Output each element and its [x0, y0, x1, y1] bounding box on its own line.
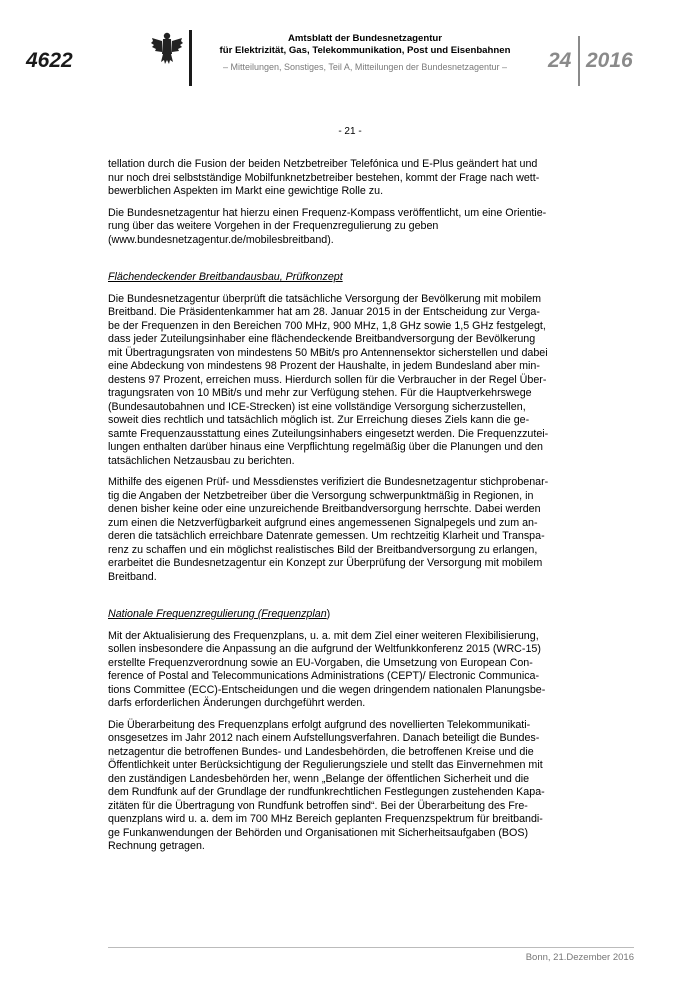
issue-number: 24: [548, 49, 572, 72]
paragraph: Die Überarbeitung des Frequenzplans erfolgt aufgrund des novellierten Telekommunikati- onsgesetzes im Jahr 2012 nach einem Aufstellungsverfahren. Danach beteiligt die Bundes- netzagentur die betroffenen Bundes- und Landesbehörden, die betroffenen Kreise und die Öffentlichkeit unter Berücksichtigung der Regulierungsziele und stellt das Einvernehmen mit den zuständigen Landesbehörden her, wenn „Belange der öffentlichen Sicherheit und die dem Rundfunk auf der Grundlage der rundfunkrechtlichen Festlegungen zustehenden Kapa- zitäten für die Übertragung von Rundfunk betroffen sind“. Bei der Überarbeitung des Fre- quenzplans wird u. a. dem im 700 MHz Bereich geplanten Frequenzspektrum für breitbandi- ge Funkanwendungen der Behörden und Organisationen mit Sicherheitsaufgaben (BOS) Rechnung getragen.: [108, 718, 545, 852]
issue-year: 2016: [586, 49, 633, 72]
section-heading: [108, 608, 616, 622]
gazette-subtitle: – Mitteilungen, Sonstiges, Teil A, Mitteilungen der Bundesnetzagentur –: [222, 62, 507, 72]
footer-place-date: Bonn, 21.Dezember 2016: [525, 952, 634, 963]
paragraph: Die Bundesnetzagentur überprüft die tatsächliche Versorgung der Bevölkerung mit mobilem Breitband. Die Präsidentenkammer hat am 28. Januar 2015 in der Entscheidung zur Verga- be der Frequenzen in den Bereichen 700 MHz, 900 MHz, 1,8 GHz sowie 1,5 GHz festgelegt, dass jeder Zuteilungsinhaber eine flächendeckende Breitbandversorgung der Bevölkerung mit Übertragungsraten von mindestens 50 MBit/s pro Antennensektor sicherstellen und dabei eine Abdeckung von mindestens 98 Prozent der Haushalte, in jedem Bundesland aber min- destens 97 Prozent, erreichen muss. Hierdurch sollen für die Verbraucher in der Regel Über- tragungsraten von 10 MBit/s und mehr zur Verfügung stehen. Für die Hauptverkehrswege (Bundesautobahnen und ICE-Strecken) ist eine vollständige Versorgung sicherzustellen, soweit dies rechtlich und tatsächlich möglich ist. Zur Erreichung dieses Ziels kann die ge- samte Frequenzausstattung eines Zuteilungsinhabers eingesetzt werden. Die Frequenzzutei- lungen enthalten darüber hinaus eine Verpflichtung regelmäßig über die Planungen und den tatsächlichen Netzausbau zu berichten.: [108, 292, 549, 467]
footer-divider: [108, 947, 634, 948]
gazette-title-line1: Amtsblatt der Bundesnetzagentur: [287, 33, 443, 44]
page-number: 4622: [26, 49, 73, 72]
section-heading: Flächendeckender Breitbandausbau, Prüfkonzept: [108, 271, 343, 283]
paragraph: tellation durch die Fusion der beiden Netzbetreiber Telefónica und E-Plus geändert hat und nur noch drei selbstständige Mobilfunknetzbetreiber bestehen, kommt der Frage nach wett- bewerblichen Aspekten im Markt eine gewichtige Rolle zu.: [108, 158, 540, 197]
paragraph: Mithilfe des eigenen Prüf- und Messdienstes verifiziert die Bundesnetzagentur stichprobenar- tig die Angaben der Netzbetreiber über die Versorgung schwerpunktmäßig in Regionen, in denen bisher keine oder eine unzureichende Breitbandversorgung herrschte. Dabei werden zum einen die Netzverfügbarkeit aufgrund eines angemessenen Signalpegels und zum an- deren die tatsächlich erreichbare Datenrate gemessen. Um rechtzeitig Klarheit und Transpa- renz zu schaffen und ein möglichst realistisches Bild der Breitbandversorgung zu erlangen, erarbeitet die Bundesnetzagentur ein Konzept zur Überprüfung der Versorgung mit mobilem Breitband.: [108, 476, 549, 583]
page-marker: - 21 -: [338, 126, 362, 137]
header-divider: [189, 30, 192, 86]
document-body: [108, 158, 616, 862]
gazette-title-line2: für Elektrizität, Gas, Telekommunikation, Post und Eisenbahnen: [219, 45, 511, 56]
section-heading-suffix: ): [326, 608, 331, 620]
paragraph: Die Bundesnetzagentur hat hierzu einen Frequenz-Kompass veröffentlicht, um eine Orientie- rung über das weitere Vorgehen in der Frequenzregulierung zu geben (www.bundesnetzagentur.de/mobilesbreitband).: [108, 206, 547, 246]
federal-eagle-icon: [150, 30, 184, 70]
section-heading-text: Nationale Frequenzregulierung (Frequenzplan: [108, 608, 327, 620]
gazette-title: [200, 33, 530, 57]
paragraph: Mit der Aktualisierung des Frequenzplans, u. a. mit dem Ziel einer weiteren Flexibilisierung, sollen insbesondere die Anpassung an die aufgrund der Weltfunkkonferenz 2015 (WRC-15) erstellte Frequenzverordnung sowie an EU-Vorgaben, die Umsetzung von European Con- ference of Postal and Telecommunications Administrations (CEPT)/ Electronic Communica- tions Committee (ECC)-Entscheidungen und die wegen dringendem nationalen Planungsbe- darfs erforderlichen Änderungen durchgeführt werden.: [108, 629, 546, 709]
issue-divider: [578, 36, 580, 86]
